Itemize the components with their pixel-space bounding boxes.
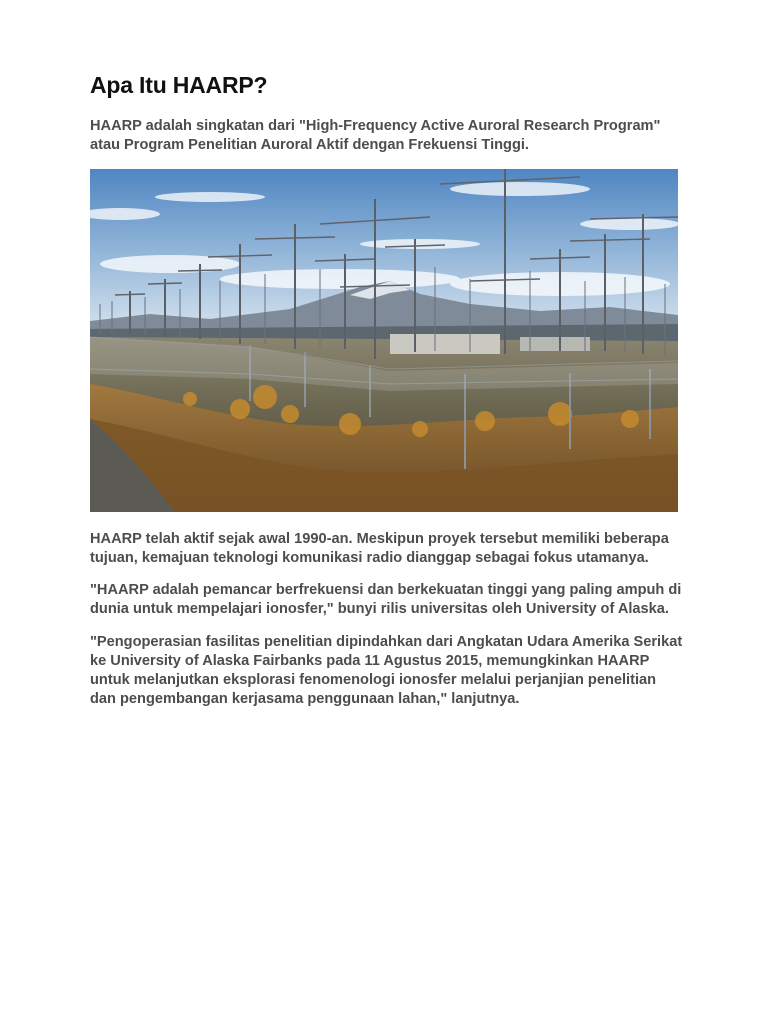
body-paragraph: "HAARP adalah pemancar berfrekuensi dan berkekuatan tinggi yang paling ampuh di dunia untuk mempelajari ionosfer," bunyi rilis universitas oleh University of Alaska. [90,582,682,617]
intro-paragraph: HAARP adalah singkatan dari "High-Frequency Active Auroral Research Program" atau Program Penelitian Auroral Aktif dengan Frekuensi Tinggi. [90,118,661,153]
body-paragraph: "Pengoperasian fasilitas penelitian dipindahkan dari Angkatan Udara Amerika Serikat ke University of Alaska Fairbanks pada 11 Agustus 2015, memungkinkan HAARP untuk melanjutkan eksplorasi fenomenologi ionosfer melalui perjanjian penelitian dan pengembangan kerjasama penggunaan lahan," lanjutnya. [90,634,683,707]
body-paragraph: HAARP telah aktif sejak awal 1990-an. Meskipun proyek tersebut memiliki beberapa tujuan, kemajuan teknologi komunikasi radio dianggap sebagai fokus utamanya. [90,531,669,566]
haarp-antenna-photo [90,169,678,512]
page-title: Apa Itu HAARP? [90,72,268,98]
